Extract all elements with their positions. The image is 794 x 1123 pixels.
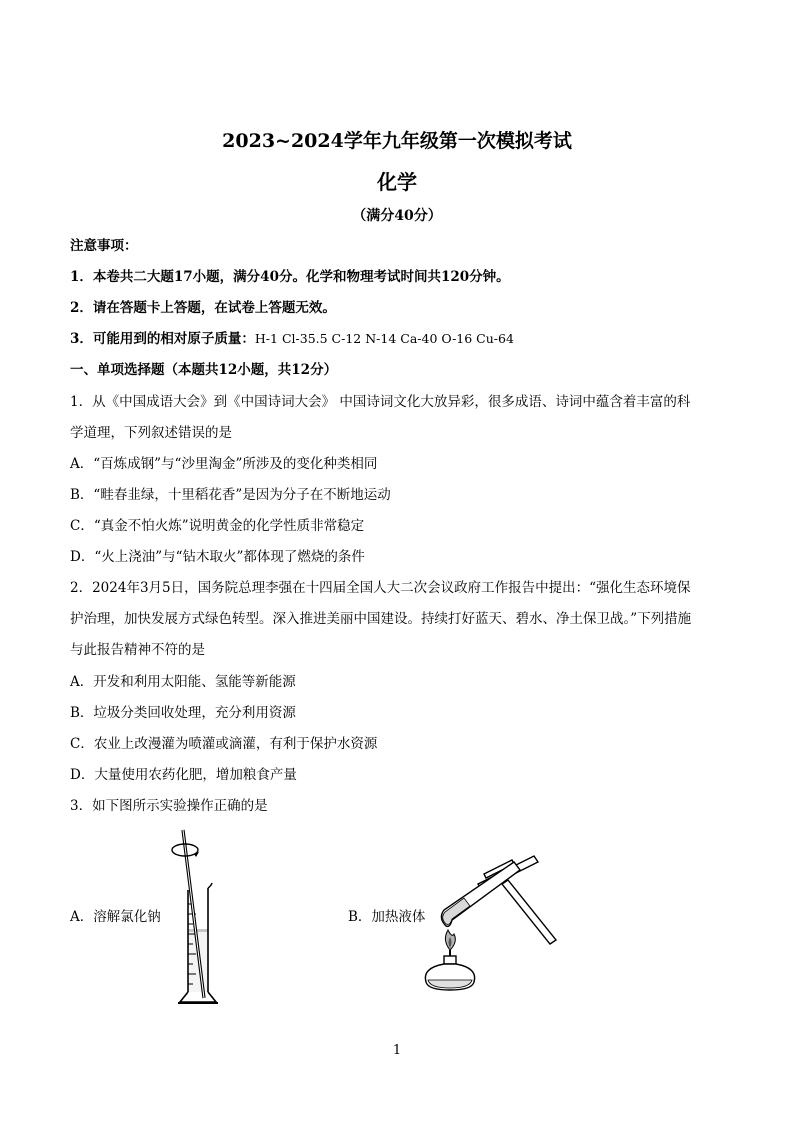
question-2-option-a: A．开发和利用太阳能、氢能等新能源 bbox=[70, 674, 296, 690]
section-heading: 一、单项选择题（本题共12小题，共12分） bbox=[70, 362, 338, 378]
question-2-option-b: B．垃圾分类回收处理，充分利用资源 bbox=[70, 705, 296, 721]
note-item-1: 1．本卷共二大题17小题，满分40分。化学和物理考试时间共120分钟。 bbox=[70, 269, 510, 285]
question-1-option-d: D．“火上浇油”与“钻木取火”都体现了燃烧的条件 bbox=[70, 549, 365, 565]
question-2-stem-line-1: 2．2024年3月5日，国务院总理李强在十四届全国人大二次会议政府工作报告中提出：“强化生态环境保 bbox=[70, 580, 691, 596]
note-item-3 bbox=[70, 329, 730, 349]
question-3-stem: 3．如下图所示实验操作正确的是 bbox=[70, 798, 268, 814]
question-2-option-d: D．大量使用农药化肥，增加粮食产量 bbox=[70, 767, 297, 783]
question-1-option-b: B．“畦春韭绿，十里稻花香”是因为分子在不断地运动 bbox=[70, 487, 391, 503]
question-1-option-a: A．“百炼成钢”与“沙里淘金”所涉及的变化种类相同 bbox=[70, 456, 378, 472]
note-item-3-label: 3．可能用到的相对原子质量： bbox=[70, 331, 255, 347]
notes-heading: 注意事项： bbox=[70, 238, 138, 254]
note-item-2: 2．请在答题卡上答题，在试卷上答题无效。 bbox=[70, 300, 336, 316]
exam-title: 2023~2024学年九年级第一次模拟考试 bbox=[222, 130, 572, 152]
question-2-stem-line-3: 与此报告精神不符的是 bbox=[70, 642, 205, 658]
question-3-option-b-label: B．加热液体 bbox=[348, 909, 426, 925]
subject-title: 化学 bbox=[377, 170, 417, 194]
question-1-stem-line-1: 1．从《中国成语大会》到《中国诗词大会》 中国诗词文化大放异彩，很多成语、诗词中蕴含着丰富的科 bbox=[70, 394, 691, 410]
total-score: （满分40分） bbox=[352, 208, 442, 224]
question-2-stem-line-2: 护治理，加快发展方式绿色转型。深入推进美丽中国建设。持续打好蓝天、碧水、净土保卫战。”下列措施 bbox=[70, 611, 692, 627]
question-2-option-c: C．农业上改漫灌为喷灌或滴灌，有利于保护水资源 bbox=[70, 736, 378, 752]
dissolving-in-cylinder-figure bbox=[168, 826, 228, 1010]
question-1-option-c: C．“真金不怕火炼”说明黄金的化学性质非常稳定 bbox=[70, 518, 365, 534]
atomic-masses: H-1 Cl-35.5 C-12 N-14 Ca-40 O-16 Cu-64 bbox=[254, 331, 514, 346]
heating-liquid-figure bbox=[416, 848, 566, 994]
question-3-option-a-label: A．溶解氯化钠 bbox=[70, 909, 161, 925]
page-number: 1 bbox=[392, 1043, 402, 1058]
question-1-stem-line-2: 学道理，下列叙述错误的是 bbox=[70, 425, 232, 441]
